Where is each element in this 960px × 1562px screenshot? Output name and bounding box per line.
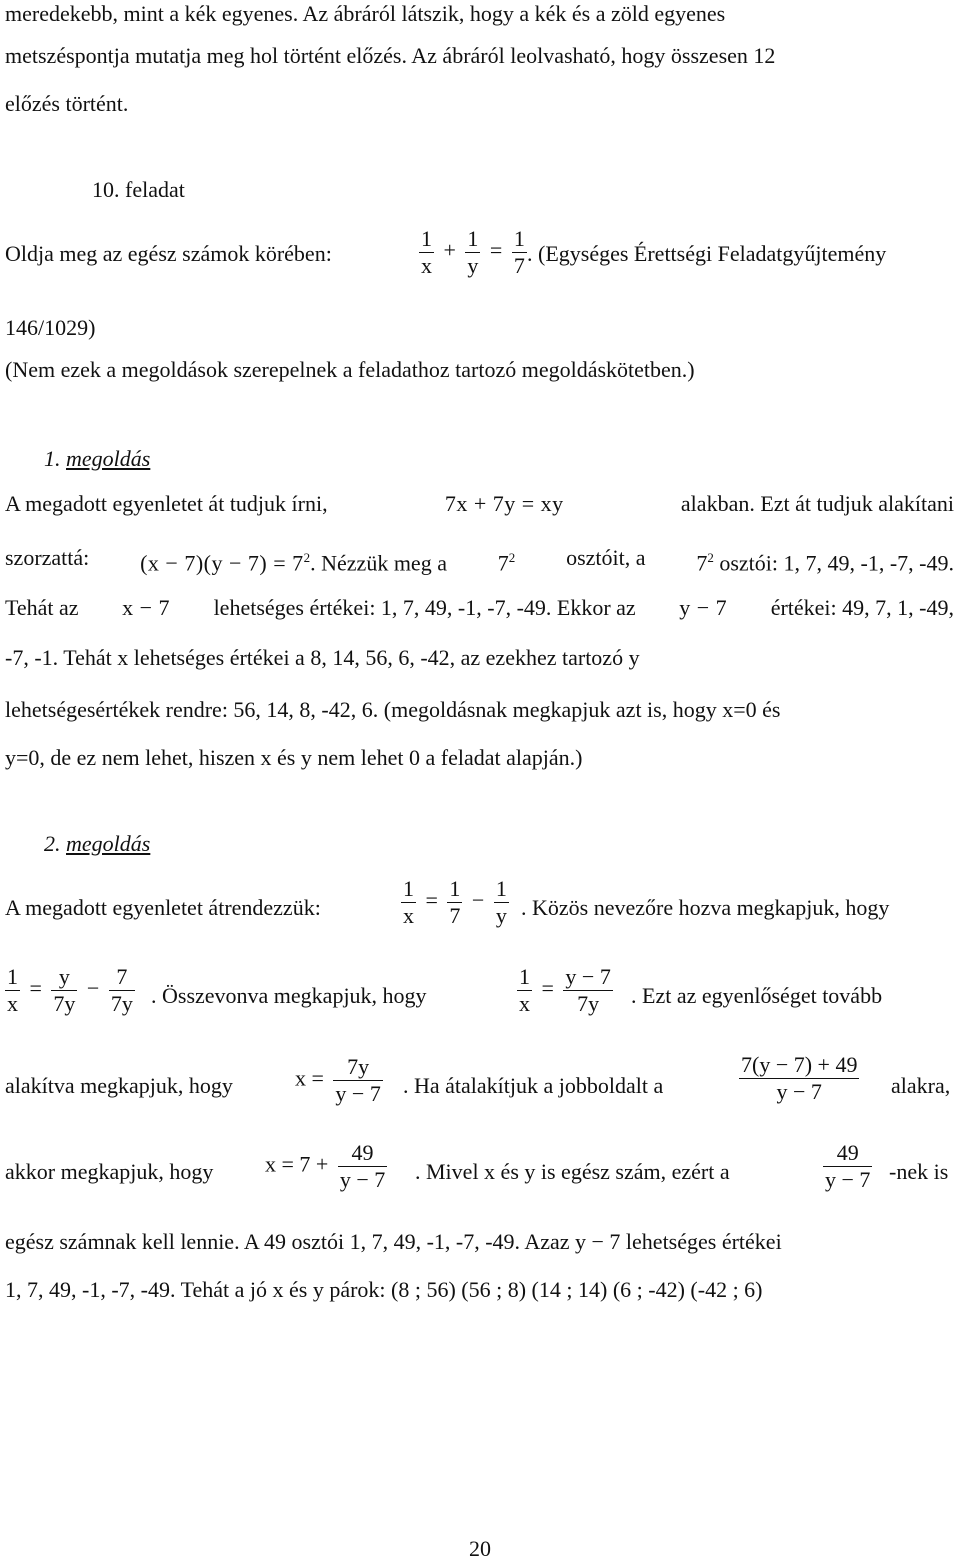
text-line [5,876,954,938]
text-span: . Mivel x és y is egész szám, ezért a [415,1159,730,1184]
solution-1-heading [44,445,954,473]
text-line: lehetségesértékek rendre: 56, 14, 8, -42, 6. (megoldásnak megkapjuk azt is, hogy x=0 és [5,697,781,722]
solution-number: 2. [44,831,61,856]
equation: $\frac{1}{x}$ = $\frac{y - 7}{7y}$ [519,964,611,1016]
text-line [5,544,954,577]
solution-number: 1. [44,446,61,471]
text-span: alakra, [891,1073,951,1098]
numerator: 1 [467,226,479,251]
equation: y − 7 [679,595,728,620]
text-span: . Ezt az egyenlőséget tovább [631,983,883,1008]
exponent: 2 [508,550,516,565]
numerator: 1 [513,226,525,251]
text-span: . Összevonva megkapjuk, hogy [151,983,427,1008]
exponent: 2 [303,550,311,565]
text-line: 1, 7, 49, -1, -7, -49. Tehát a jó x és y párok: (8 ; 56) (56 ; 8) (14 ; 14) (6 ; -42) (-42 ; 6) [5,1277,763,1302]
text-span: alakítva megkapjuk, hogy [5,1073,233,1098]
equation: $\frac{1}{x}$ = $\frac{y}{7y}$ − $\frac{7}{7y}$ [7,964,133,1016]
text-line: egész számnak kell lennie. A 49 osztói 1, 7, 49, -1, -7, -49. Azaz y − 7 lehetséges értékei [5,1229,782,1254]
text-line: y=0, de ez nem lehet, hiszen x és y nem lehet 0 a feladat alapján.) [5,745,583,770]
text-line: előzés történt. [5,91,129,116]
exponent: 2 [707,550,714,565]
solution-title: megoldás [66,831,151,856]
fraction [465,226,480,279]
solution-title: megoldás [66,446,151,471]
text-span: A megadott egyenletet át tudjuk írni, [5,491,328,516]
text-line: metszéspontja mutatja meg hol történt előzés. Az ábráról leolvasható, hogy összesen 12 [5,43,776,68]
text-span: lehetséges értékei: 1, 7, 49, -1, -7, -49. Ekkor az [213,595,636,620]
text-span: osztói: 1, 7, 49, -1, -7, -49. [719,550,954,576]
text-span: 7 [696,550,708,576]
text-span: szorzattá: [5,545,90,570]
text-line [5,594,954,622]
operator: + [443,237,456,263]
text-span: Tehát az [5,595,79,620]
numerator: 1 [421,226,432,251]
text-line: meredekebb, mint a kék egyenes. Az ábráról látszik, hogy a kék és a zöld egyenes [5,1,726,26]
operator: = [489,237,503,263]
text-span: értékei: 49, 7, 1, -49, [770,595,954,620]
equation: 7x + 7y = xy [444,491,564,516]
source-ref-cont: 146/1029) [5,315,96,340]
text-span: alakban. Ezt át tudjuk alakítani [680,491,954,516]
equation [415,226,531,279]
text-line [5,1138,954,1200]
equation: x = $\frac{7y}{y - 7}$ [295,1054,381,1106]
note: (Nem ezek a megoldások szerepelnek a feladathoz tartozó megoldáskötetben.) [5,357,695,382]
task-statement [5,226,954,290]
source-ref: . (Egységes Érettségi Feladatgyűjtemény [527,241,887,266]
denominator: y [467,253,479,278]
page-number: 20 [469,1536,491,1561]
text-span: . Nézzük meg a [310,550,447,576]
fraction [419,226,434,279]
text-span: . Közös nevezőre hozva megkapjuk, hogy [521,895,890,920]
equation: (x − 7)(y − 7) = 7 [140,550,304,576]
equation: $\frac{1}{x}$ = $\frac{1}{7}$ − $\frac{1}{y}$ [403,876,507,928]
equation: $\frac{49}{y - 7}$ [825,1140,871,1192]
text-span: 7 [497,550,509,576]
text-line [5,490,954,518]
text-line [5,1052,954,1114]
text-line [5,964,954,1026]
equation: x = 7 + $\frac{49}{y - 7}$ [265,1140,386,1192]
task-intro: Oldja meg az egész számok körében: [5,241,332,266]
equation: x − 7 [122,595,171,620]
text-line: -7, -1. Tehát x lehetséges értékei a 8, 14, 56, 6, -42, az ezekhez tartozó y [5,645,640,670]
solution-2-heading [44,830,954,858]
text-span: . Ha átalakítjuk a jobboldalt a [403,1073,664,1098]
denominator: x [421,253,432,278]
text-span: A megadott egyenletet átrendezzük: [5,895,321,920]
denominator: 7 [513,253,525,278]
task-title: 10. feladat [92,177,185,202]
fraction [512,226,527,279]
text-span: akkor megkapjuk, hogy [5,1159,214,1184]
equation: $\frac{7(y - 7) + 49}{y - 7}$ [741,1052,858,1104]
text-span: -nek is [889,1159,949,1184]
text-span: osztóit, a [566,545,646,570]
